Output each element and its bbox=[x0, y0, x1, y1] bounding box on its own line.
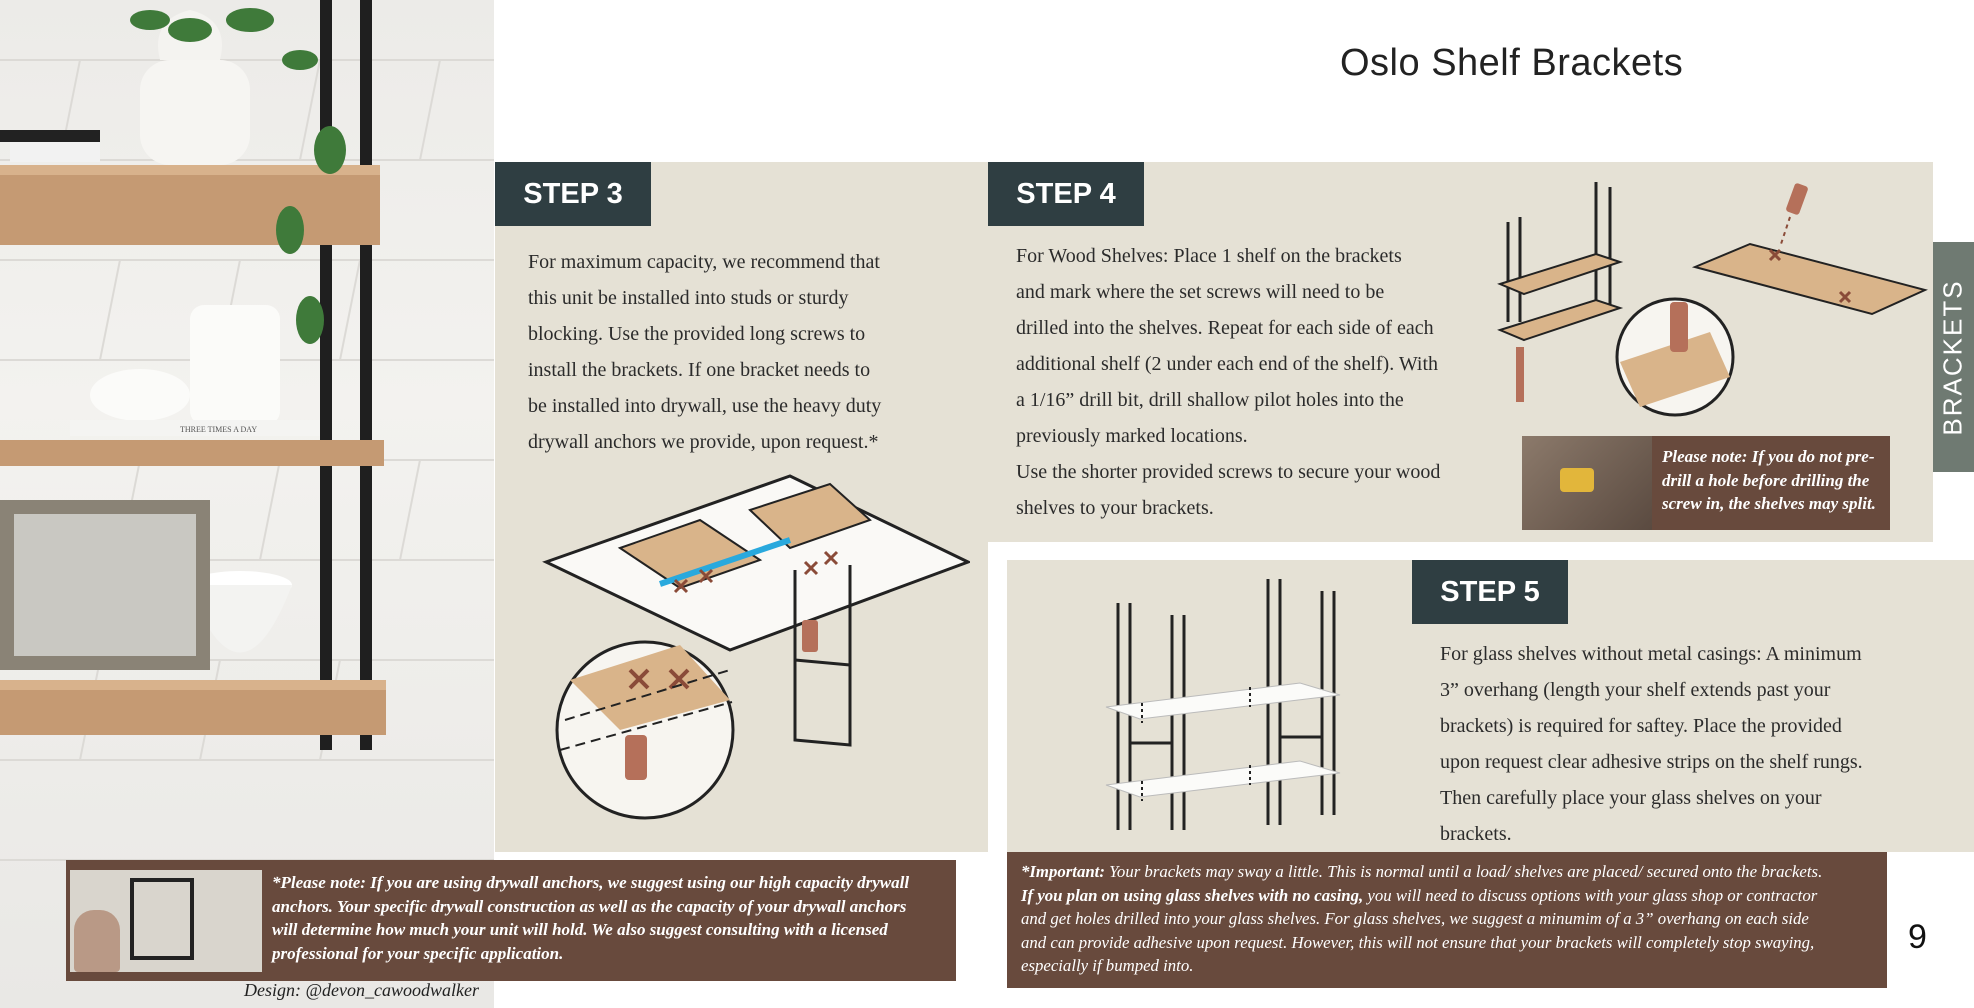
important-note-box bbox=[1007, 852, 1887, 988]
step4-note-box bbox=[1522, 436, 1890, 530]
step3-text: For maximum capacity, we recommend that this unit be installed into studs or sturdy blocking. Use the provided long screws to install the brackets. If one bracket needs to be installed into drywall, use the heavy duty drywall anchors we provide, upon request.* bbox=[528, 251, 882, 453]
shelf-photo-illustration bbox=[0, 0, 494, 1008]
important-line1: Your brackets may sway a little. This is normal until a load/ shelves are placed/ secured onto the brackets. bbox=[1104, 862, 1823, 881]
drywall-note-photo bbox=[70, 870, 262, 972]
step4-drill-diagram bbox=[1490, 172, 1930, 427]
book-title: THREE TIMES A DAY bbox=[180, 425, 258, 434]
step3-label: STEP 3 bbox=[495, 162, 651, 226]
design-credit: Design: @devon_cawoodwalker bbox=[244, 980, 480, 1000]
page-title: Oslo Shelf Brackets bbox=[1340, 42, 1684, 84]
step5-glass-diagram bbox=[1100, 575, 1350, 840]
page-number: 9 bbox=[1908, 918, 1927, 956]
important-rest: you will need to discuss options with your glass shop or contractor and get holes drilled into your glass shelves. For glass shelves, we suggest a minumim of a 3” overhang on each side and can provide adhesive upon request. However, this will not ensure that your brackets will completely stop swaying, especially if bumped into. bbox=[1021, 885, 1818, 975]
side-tab-label: BRACKETS bbox=[1938, 278, 1968, 436]
person-photo-icon bbox=[74, 910, 120, 972]
important-note-text bbox=[1021, 860, 1881, 978]
step4-text: For Wood Shelves: Place 1 shelf on the brackets and mark where the set screws will need to be drilled into the shelves. Repeat for each side of each additional shelf (2 under each end of the shelf). With a 1/16” drill bit, drill shallow pilot holes into the previously marked locations. Use the shorter provided screws to secure your wood shelves to your brackets. bbox=[1016, 245, 1441, 519]
shelf-photo bbox=[0, 0, 494, 1008]
drywall-note-text: *Please note: If you are using drywall anchors, we suggest using our high capacity drywall anchors. Your specific drywall construction as well as the capacity of your drywall anchors will determine how much your unit will hold. We also suggest consulting with a licensed professional for your specific application. bbox=[272, 873, 910, 963]
drill-photo-icon bbox=[1560, 468, 1594, 492]
step4-label: STEP 4 bbox=[988, 162, 1144, 226]
bracket-photo-icon bbox=[130, 878, 194, 960]
step5-text: For glass shelves without metal casings: A minimum 3” overhang (length your shelf extends past your brackets) is required for saftey. Place the provided upon request clear adhesive strips on the shelf rungs. Then carefully place your glass shelves on your brackets. bbox=[1440, 643, 1863, 845]
drywall-note-box bbox=[66, 860, 956, 981]
important-bold2: If you plan on using glass shelves with no casing, bbox=[1021, 885, 1364, 905]
step5-label: STEP 5 bbox=[1412, 560, 1568, 624]
step4-note-text: Please note: If you do not pre- drill a hole before drilling the screw in, the shelves may split. bbox=[1662, 447, 1876, 513]
important-lead: *Important: bbox=[1021, 862, 1105, 881]
step3-ceiling-diagram bbox=[540, 470, 970, 820]
step4-note-photo bbox=[1522, 436, 1652, 530]
brackets-side-tab bbox=[1933, 242, 1974, 472]
